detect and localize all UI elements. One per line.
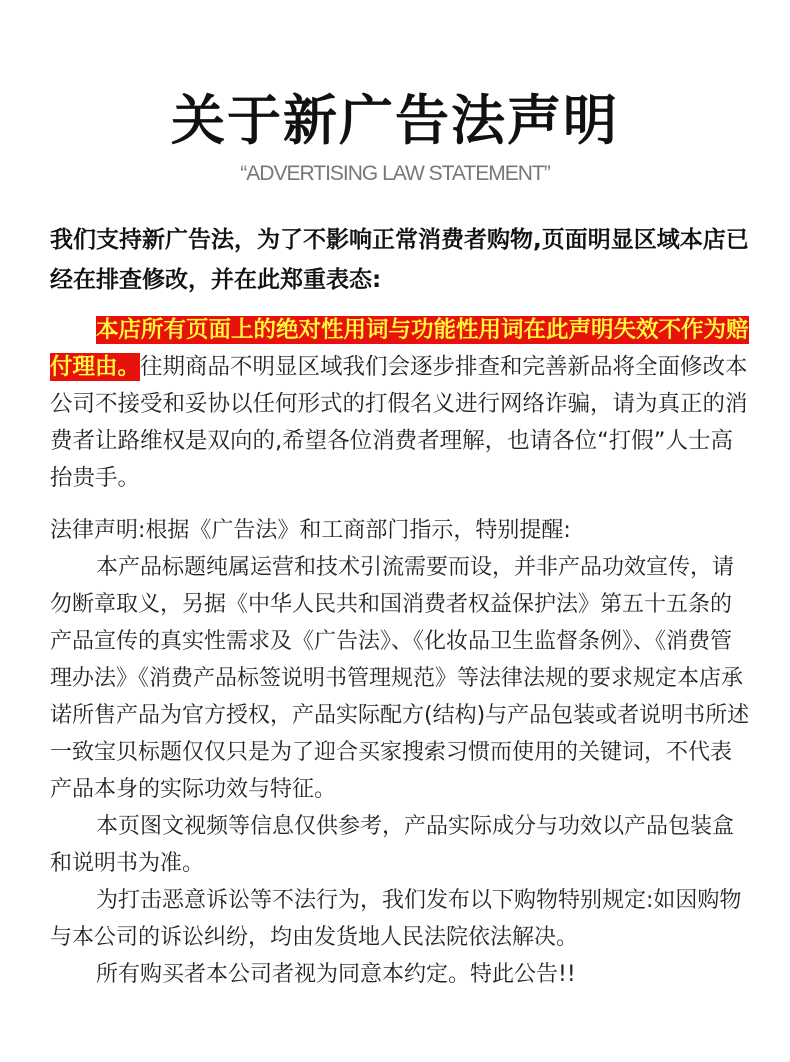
- legal-paragraph-2: 本页图文视频等信息仅供参考，产品实际成分与功效以产品包装盒和说明书为准。: [50, 814, 735, 876]
- notice-body: 往期商品不明显区域我们会逐步排查和完善新品将全面修改本公司不接受和妥协以任何形式的打假名义进行网络诈骗，请为真正的消费者让路维权是双向的,希望各位消费者理解，也请各位“打假”人士高抬贵手。: [50, 354, 748, 491]
- legal-paragraph-4: 所有购买者本公司者视为同意本约定。特此公告!!: [96, 962, 576, 987]
- highlighted-disclaimer: 本店所有页面上的绝对性用词与功能性用词在此声明失效不作为赔付理由。: [50, 317, 749, 380]
- notice-paragraph: [50, 312, 750, 497]
- page-title: 关于新广告法声明: [171, 89, 619, 152]
- page-subtitle: “ADVERTISING LAW STATEMENT”: [240, 162, 550, 185]
- intro-statement: 我们支持新广告法，为了不影响正常消费者购物,页面明显区域本店已经在排查修改，并在此郑重表态:: [50, 227, 749, 293]
- legal-paragraph-1: 本产品标题纯属运营和技术引流需要而设，并非产品功效宣传，请勿断章取义，另据《中华人民共和国消费者权益保护法》第五十五条的产品宣传的真实性需求及《广告法》、《化妆品卫生监督条例》、《消费管理办法》《消费产品标签说明书管理规范》等法律法规的要求规定本店承诺所售产品为官方授权，产品实际配方(结构)与产品包装或者说明书所述一致宝贝标题仅仅只是为了迎合买家搜索习惯而使用的关键词，不代表产品本身的实际功效与特征。: [50, 555, 750, 802]
- legal-heading: 法律声明:根据《广告法》和工商部门指示，特别提醒:: [50, 518, 571, 543]
- legal-paragraph-3: 为打击恶意诉讼等不法行为，我们发布以下购物特别规定:如因购物与本公司的诉讼纠纷，均由发货地人民法院依法解决。: [50, 888, 742, 950]
- legal-section: [50, 512, 750, 993]
